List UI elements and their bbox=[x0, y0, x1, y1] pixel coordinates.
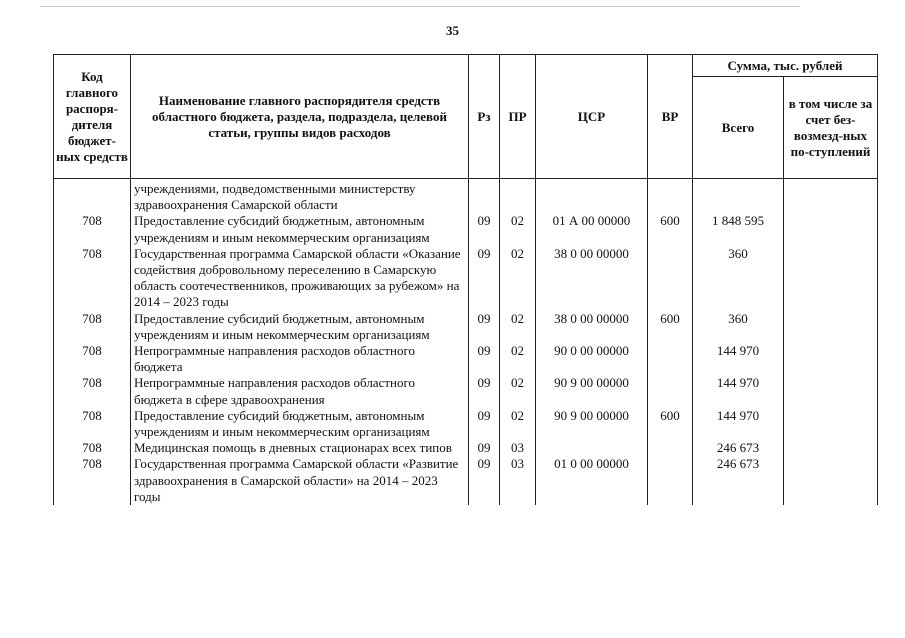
cell-free bbox=[784, 408, 878, 440]
cell-free bbox=[784, 311, 878, 343]
cell-rz: 09 bbox=[469, 408, 500, 440]
cell-rz: 09 bbox=[469, 311, 500, 343]
cell-csr: 38 0 00 00000 bbox=[536, 246, 648, 311]
cell-total: 144 970 bbox=[693, 408, 784, 440]
cell-free bbox=[784, 213, 878, 245]
cell-code: 708 bbox=[54, 311, 131, 343]
header-free: в том числе за счет без-возмезд-ных по-ступлений bbox=[784, 77, 878, 179]
cell-code: 708 bbox=[54, 456, 131, 505]
cell-name: Государственная программа Самарской области «Развитие здравоохранения в Самарской области» на 2014 – 2023 годы bbox=[131, 456, 469, 505]
cell-csr: 90 9 00 00000 bbox=[536, 375, 648, 407]
cell-code: 708 bbox=[54, 408, 131, 440]
cell-total: 246 673 bbox=[693, 440, 784, 456]
cell-rz: 09 bbox=[469, 456, 500, 505]
header-csr: ЦСР bbox=[536, 55, 648, 179]
table-row bbox=[54, 440, 878, 456]
table-row bbox=[54, 375, 878, 407]
table-row bbox=[54, 311, 878, 343]
cell-vr bbox=[648, 179, 693, 214]
cell-pr: 03 bbox=[500, 456, 536, 505]
cell-csr bbox=[536, 440, 648, 456]
cell-vr: 600 bbox=[648, 408, 693, 440]
cell-total: 360 bbox=[693, 246, 784, 311]
cell-free bbox=[784, 375, 878, 407]
cell-rz: 09 bbox=[469, 440, 500, 456]
cell-pr: 02 bbox=[500, 408, 536, 440]
cell-total: 246 673 bbox=[693, 456, 784, 505]
cell-total: 144 970 bbox=[693, 343, 784, 375]
cell-name: Предоставление субсидий бюджетным, автономным учреждениям и иным некоммерческим организациям bbox=[131, 213, 469, 245]
header-sum: Сумма, тыс. рублей bbox=[693, 55, 878, 77]
cell-csr: 90 0 00 00000 bbox=[536, 343, 648, 375]
table-header bbox=[54, 55, 878, 179]
cell-vr bbox=[648, 343, 693, 375]
scan-edge-line bbox=[40, 6, 800, 7]
cell-code: 708 bbox=[54, 343, 131, 375]
cell-name: Непрограммные направления расходов областного бюджета bbox=[131, 343, 469, 375]
cell-vr: 600 bbox=[648, 213, 693, 245]
header-vr: ВР bbox=[648, 55, 693, 179]
cell-pr bbox=[500, 179, 536, 214]
cell-free bbox=[784, 343, 878, 375]
cell-csr: 01 А 00 00000 bbox=[536, 213, 648, 245]
cell-csr: 38 0 00 00000 bbox=[536, 311, 648, 343]
cell-code bbox=[54, 179, 131, 214]
cell-total bbox=[693, 179, 784, 214]
table-row bbox=[54, 343, 878, 375]
header-total: Всего bbox=[693, 77, 784, 179]
cell-code: 708 bbox=[54, 246, 131, 311]
cell-name: Предоставление субсидий бюджетным, автономным учреждениям и иным некоммерческим организациям bbox=[131, 311, 469, 343]
cell-code: 708 bbox=[54, 213, 131, 245]
cell-free bbox=[784, 179, 878, 214]
table-row bbox=[54, 213, 878, 245]
cell-name: Государственная программа Самарской области «Оказание содействия добровольному переселению в Самарскую область соотечественников, проживающих за рубежом» на 2014 – 2023 годы bbox=[131, 246, 469, 311]
header-name: Наименование главного распорядителя средств областного бюджета, раздела, подраздела, целевой статьи, группы видов расходов bbox=[131, 55, 469, 179]
cell-rz: 09 bbox=[469, 375, 500, 407]
header-code: Код главного распоря-дителя бюджет-ных средств bbox=[54, 55, 131, 179]
cell-rz: 09 bbox=[469, 343, 500, 375]
cell-name: Предоставление субсидий бюджетным, автономным учреждениям и иным некоммерческим организациям bbox=[131, 408, 469, 440]
cell-rz bbox=[469, 179, 500, 214]
header-rz: Рз bbox=[469, 55, 500, 179]
cell-code: 708 bbox=[54, 440, 131, 456]
cell-name: Непрограммные направления расходов областного бюджета в сфере здравоохранения bbox=[131, 375, 469, 407]
cell-pr: 03 bbox=[500, 440, 536, 456]
cell-total: 360 bbox=[693, 311, 784, 343]
table-body bbox=[54, 179, 878, 506]
cell-pr: 02 bbox=[500, 375, 536, 407]
cell-csr bbox=[536, 179, 648, 214]
cell-pr: 02 bbox=[500, 246, 536, 311]
cell-vr bbox=[648, 375, 693, 407]
cell-total: 1 848 595 bbox=[693, 213, 784, 245]
cell-rz: 09 bbox=[469, 213, 500, 245]
cell-name: Медицинская помощь в дневных стационарах всех типов bbox=[131, 440, 469, 456]
cell-csr: 90 9 00 00000 bbox=[536, 408, 648, 440]
table-row bbox=[54, 408, 878, 440]
cell-pr: 02 bbox=[500, 343, 536, 375]
cell-rz: 09 bbox=[469, 246, 500, 311]
cell-free bbox=[784, 440, 878, 456]
page-number: 35 bbox=[446, 23, 459, 38]
header-pr: ПР bbox=[500, 55, 536, 179]
cell-code: 708 bbox=[54, 375, 131, 407]
table-row bbox=[54, 246, 878, 311]
cell-vr bbox=[648, 246, 693, 311]
cell-free bbox=[784, 246, 878, 311]
cell-vr: 600 bbox=[648, 311, 693, 343]
cell-vr bbox=[648, 440, 693, 456]
cell-vr bbox=[648, 456, 693, 505]
cell-name: учреждениями, подведомственными министерству здравоохранения Самарской области bbox=[131, 179, 469, 214]
budget-table bbox=[53, 54, 878, 505]
table-row bbox=[54, 456, 878, 505]
table-row bbox=[54, 179, 878, 214]
cell-pr: 02 bbox=[500, 213, 536, 245]
cell-total: 144 970 bbox=[693, 375, 784, 407]
cell-csr: 01 0 00 00000 bbox=[536, 456, 648, 505]
cell-free bbox=[784, 456, 878, 505]
cell-pr: 02 bbox=[500, 311, 536, 343]
